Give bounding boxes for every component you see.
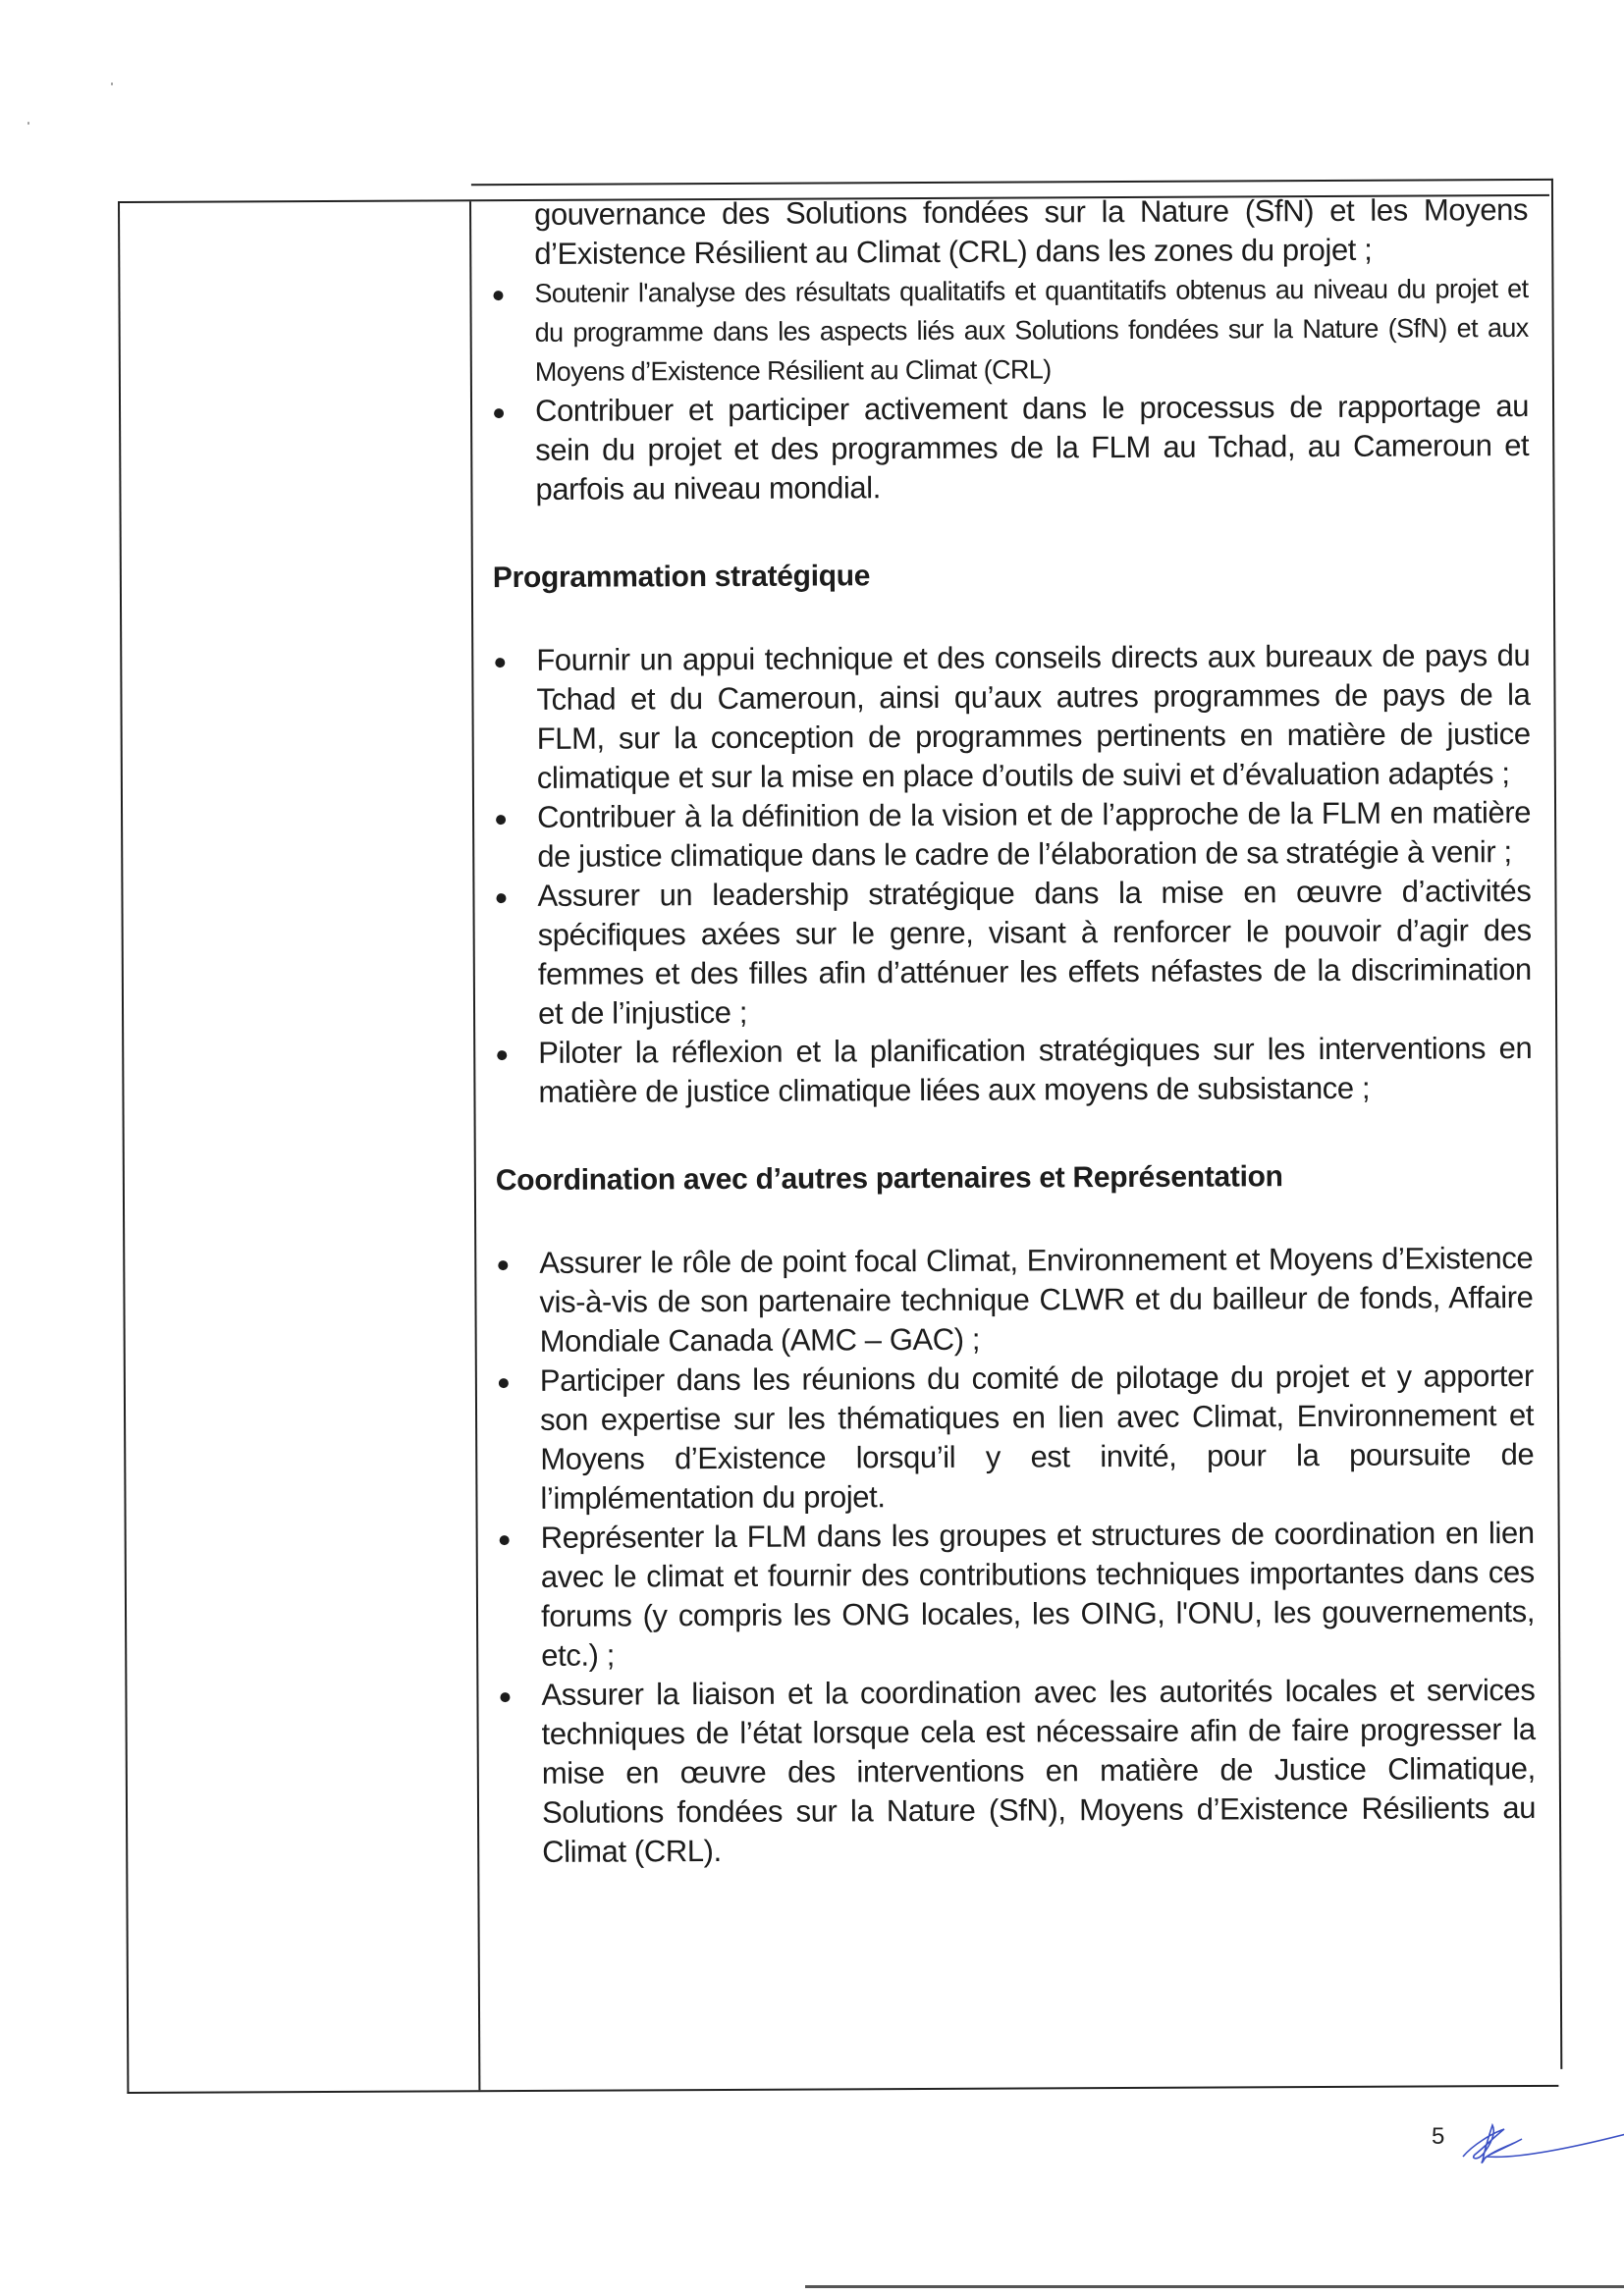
programmation-bullet-list bbox=[493, 636, 1532, 1112]
list-item: Contribuer et participer activement dans le processus de rapportage au sein du projet et des programmes de la FLM au Tchad, au Cameroun et parfois au niveau mondial. bbox=[492, 387, 1530, 509]
bullet-icon bbox=[500, 1692, 510, 1702]
bullet-icon bbox=[498, 1260, 508, 1270]
table-right-cell bbox=[471, 179, 1562, 2074]
bullet-icon bbox=[497, 1050, 507, 1060]
list-item: Contribuer à la définition de la vision et de l’approche de la FLM en matière de justice climatique dans le cadre de l’élaboration de sa stratégie à venir ; bbox=[494, 793, 1531, 877]
cell-content bbox=[491, 190, 1536, 1872]
bullet-icon bbox=[495, 658, 505, 667]
signature-icon bbox=[1453, 2115, 1624, 2174]
continued-paragraph: gouvernance des Solutions fondées sur la Nature (SfN) et les Moyens d’Existence Résilient au Climat (CRL) dans les zones du projet ; bbox=[533, 191, 1529, 271]
list-item: Assurer un leadership stratégique dans la mise en œuvre d’activités spécifiques axées sur le genre, visant à renforcer le pouvoir d’agir des femmes et des filles afin d’atténuer les effets néfastes de la discrimination et de l’injustice ; bbox=[494, 872, 1532, 1034]
scan-speck bbox=[111, 82, 113, 85]
bullet-icon bbox=[496, 893, 506, 903]
intro-bullet-list bbox=[491, 269, 1529, 509]
bullet-icon bbox=[500, 1535, 510, 1545]
coordination-bullet-list bbox=[496, 1239, 1536, 1872]
bullet-icon bbox=[499, 1378, 509, 1388]
section-title-programmation: Programmation stratégique bbox=[492, 560, 871, 595]
scan-speck bbox=[27, 122, 29, 125]
list-item: Représenter la FLM dans les groupes et structures de coordination en lien avec le climat et fournir des contributions techniques importantes dans ces forums (y compris les ONG locales, les OING, l'ONU, les gouvernements, etc.) ; bbox=[498, 1514, 1536, 1676]
list-item: Piloter la réflexion et la planification stratégiques sur les interventions en matière de justice climatique liées aux moyens de subsistance ; bbox=[495, 1029, 1532, 1112]
bullet-icon bbox=[496, 815, 506, 825]
list-item: Assurer le rôle de point focal Climat, Environnement et Moyens d’Existence vis-à-vis de son partenaire technique CLWR et du bailleur de fonds, Affaire Mondiale Canada (AMC – GAC) ; bbox=[496, 1239, 1534, 1362]
content-table bbox=[118, 191, 1558, 2094]
list-item: Soutenir l'analyse des résultats qualitatifs et quantitatifs obtenus au niveau du projet et du programme dans les aspects liés aux Solutions fondées sur la Nature (SfN) et aux Moyens d’Existence Résilient au Climat (CRL) bbox=[491, 269, 1529, 392]
list-item: Participer dans les réunions du comité de pilotage du projet et y apporter son expertise sur les thématiques en lien avec Climat, Environnement et Moyens d’Existence lorsqu’il y est invité, pour la poursuite de l’implémentation du projet. bbox=[497, 1357, 1535, 1519]
bullet-icon bbox=[493, 291, 503, 300]
bullet-icon bbox=[494, 408, 504, 418]
section-title-coordination: Coordination avec d’autres partenaires et Représentation bbox=[495, 1160, 1283, 1198]
page-number: 5 bbox=[1432, 2123, 1445, 2150]
page-edge-rule bbox=[805, 2285, 1624, 2288]
table-left-cell bbox=[120, 201, 480, 2092]
list-item: Assurer la liaison et la coordination avec les autorités locales et services techniques de l’état lorsque cela est nécessaire afin de faire progresser la mise en œuvre des interventions en matière de Justice Climatique, Solutions fondées sur la Nature (SfN), Moyens d’Existence Résilients au Climat (CRL). bbox=[498, 1671, 1536, 1872]
list-item: Fournir un appui technique et des conseils directs aux bureaux de pays du Tchad et du Cameroun, ainsi qu’aux autres programmes de pays de la FLM, sur la conception de programmes pertinents en matière de justice climatique et sur la mise en place d’outils de suivi et d’évaluation adaptés ; bbox=[493, 636, 1531, 798]
